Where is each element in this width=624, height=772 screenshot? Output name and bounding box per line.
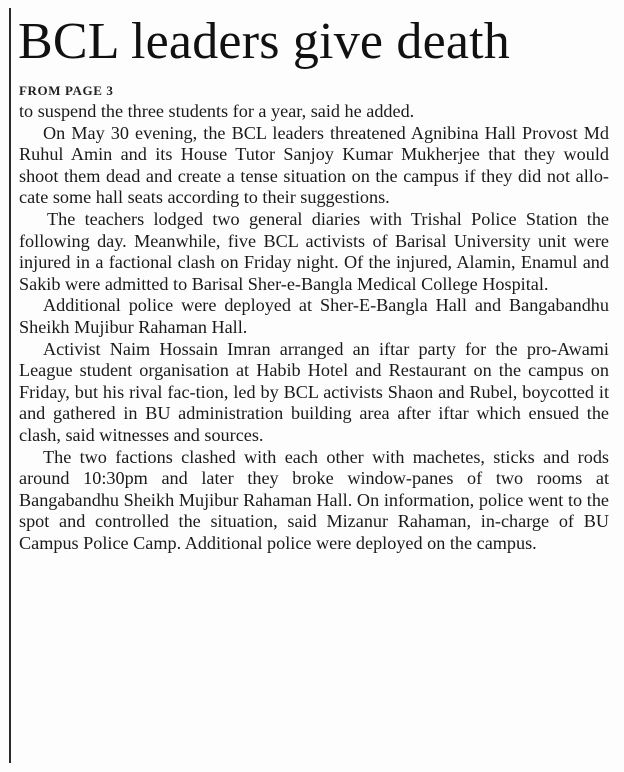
- paragraph-3: The teachers lodged two general diaries with Trishal Police Station the following day. Meanwhile, five BCL activists of Barisal University unit were injured in a factional clash on Friday night. Of the injured, Alamin, Enamul and Sakib were admitted to Barisal Sher-e-Bangla Medical College Hospital.: [19, 208, 609, 294]
- paragraph-4: Additional police were deployed at Sher-E-Bangla Hall and Bangabandhu Sheikh Mujibur Rahaman Hall.: [19, 295, 609, 337]
- continued-from-label: FROM PAGE 3: [19, 83, 114, 98]
- paragraph-6: The two factions clashed with each other with machetes, sticks and rods around 10:30pm and later they broke window-panes of two rooms at Bangabandhu Sheikh Mujibur Rahaman Hall. On information, police went to the spot and controlled the situation, said Mizanur Rahaman, in-charge of BU Campus Police Camp. Additional police were deployed on the campus.: [19, 446, 609, 553]
- headline: BCL leaders give death: [18, 13, 510, 70]
- paragraph-2: On May 30 evening, the BCL leaders threatened Agnibina Hall Provost Md Ruhul Amin and its House Tutor Sanjoy Kumar Mukherjee that they would shoot them dead and create a tense situation on the campus if they did not allo-cate some hall seats according to their suggestions.: [19, 122, 609, 208]
- paragraph-1: to suspend the three students for a year, said he added.: [19, 101, 415, 121]
- column-rule: [9, 8, 11, 763]
- paragraph-5: Activist Naim Hossain Imran arranged an iftar party for the pro-Awami League student organisation at Habib Hotel and Restaurant on the campus on Friday, but his rival fac-tion, led by BCL activists Shaon and Rubel, boycotted it and gathered in BU administration building area after iftar which ensued the clash, said witnesses and sources.: [19, 338, 609, 445]
- article-body: [19, 101, 609, 554]
